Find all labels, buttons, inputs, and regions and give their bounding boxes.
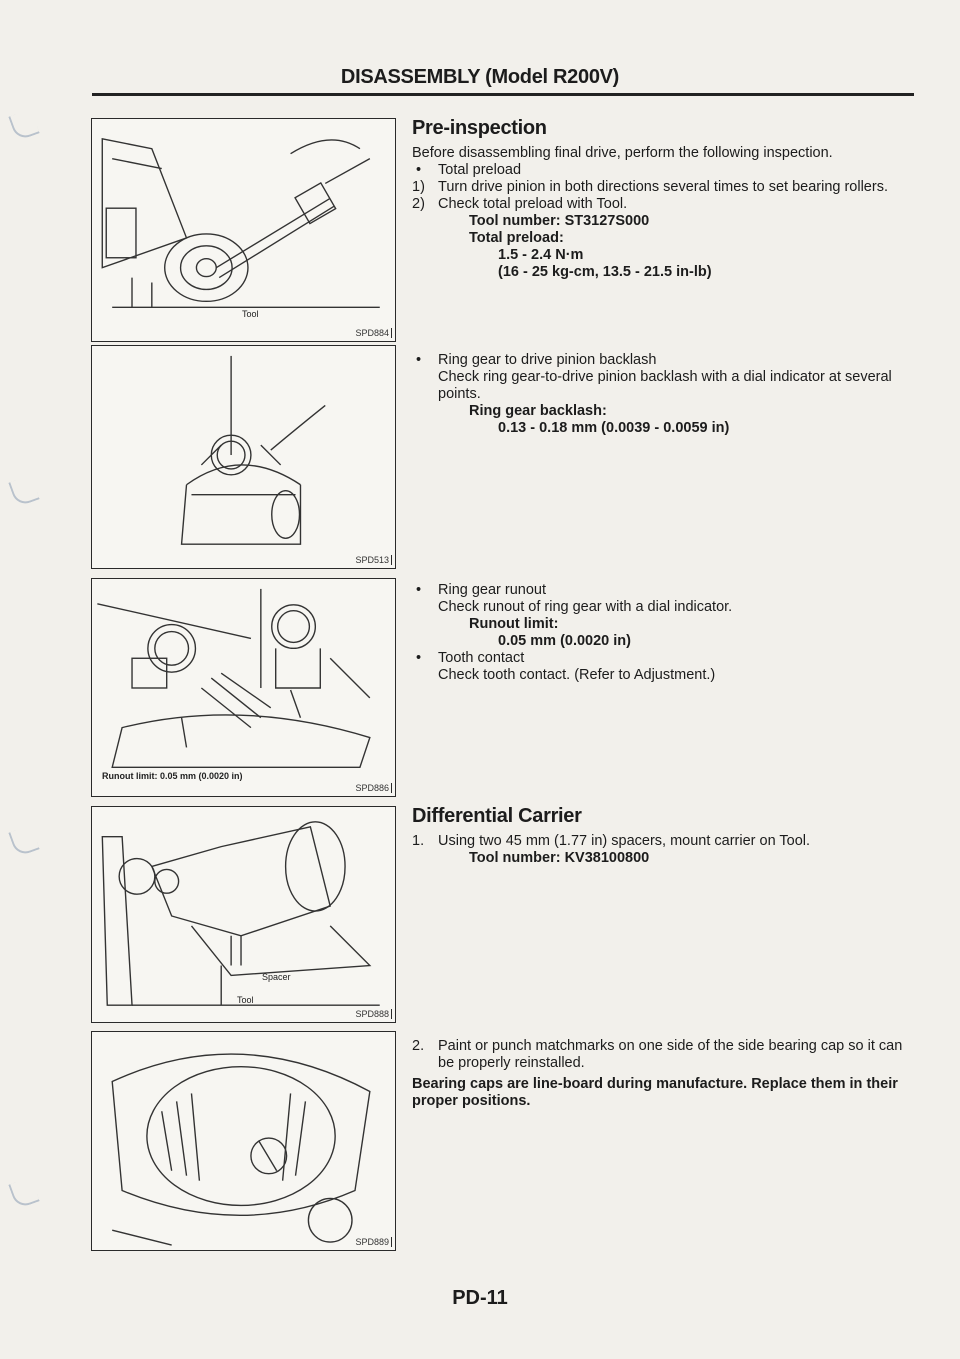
- runout-dial-illustration: [92, 579, 395, 796]
- binder-hole: [8, 109, 39, 142]
- step-text: Turn drive pinion in both directions several times to set bearing rollers.: [438, 179, 888, 195]
- bullet-tooth-contact: Tooth contact: [438, 650, 525, 666]
- list-item: [412, 833, 912, 850]
- figure-bearing-cap: [91, 1031, 396, 1251]
- bullet-icon: •: [416, 162, 422, 178]
- bullet-icon: •: [416, 650, 422, 666]
- spec-label: Runout limit:: [469, 616, 559, 632]
- callout-spacer: Spacer: [262, 972, 291, 982]
- spec-value: 0.13 - 0.18 mm (0.0039 - 0.0059 in): [498, 420, 730, 436]
- list-item: [412, 650, 912, 667]
- binder-hole: [8, 475, 39, 508]
- heading-pre-inspection: Pre-inspection: [412, 117, 547, 139]
- tooth-contact-text: Check tooth contact. (Refer to Adjustment.): [438, 667, 716, 683]
- callout-tool: Tool: [242, 309, 259, 319]
- list-item: [412, 352, 912, 369]
- bearing-cap-illustration: [92, 1032, 395, 1250]
- spec-value: 0.05 mm (0.0020 in): [498, 633, 631, 649]
- figure-runout-dial: [91, 578, 396, 797]
- figure-code: SPD889: [355, 1237, 392, 1247]
- list-item: [412, 1038, 912, 1072]
- differential-carrier-section: [412, 805, 912, 867]
- intro-text: Before disassembling final drive, perform the following inspection.: [412, 145, 833, 161]
- title-rule: [92, 93, 914, 96]
- figure-carrier-mount: [91, 806, 396, 1023]
- binder-hole: [8, 1177, 39, 1210]
- warning-text: Bearing caps are line-board during manufacture. Replace them in their proper positions.: [412, 1076, 898, 1109]
- step-text: Paint or punch matchmarks on one side of the side bearing cap so it can be properly reinstalled.: [438, 1038, 903, 1071]
- step-text: Check total preload with Tool.: [438, 196, 628, 212]
- binder-hole: [8, 825, 39, 858]
- spec-label: Ring gear backlash:: [469, 403, 607, 419]
- matchmarks-section: [412, 1038, 912, 1110]
- step-number: 2.: [412, 1038, 425, 1054]
- backlash-dial-illustration: [92, 346, 395, 568]
- bullet-backlash: Ring gear to drive pinion backlash: [438, 352, 657, 368]
- backlash-section: [412, 352, 912, 437]
- bullet-icon: •: [416, 582, 422, 598]
- page-title: DISASSEMBLY (Model R200V): [340, 66, 620, 88]
- figure-code: SPD888: [355, 1009, 392, 1019]
- list-item: [412, 196, 912, 213]
- list-item: [412, 179, 912, 196]
- backlash-text: Check ring gear-to-drive pinion backlash with a dial indicator at several points.: [438, 369, 892, 402]
- bullet-runout: Ring gear runout: [438, 582, 547, 598]
- runout-text: Check runout of ring gear with a dial indicator.: [438, 599, 733, 615]
- carrier-mount-illustration: [92, 807, 395, 1022]
- pre-inspection-section: [412, 117, 912, 281]
- bullet-icon: •: [416, 352, 422, 368]
- tool-number: Tool number: ST3127S000: [469, 213, 650, 229]
- spec-value: (16 - 25 kg-cm, 13.5 - 21.5 in-lb): [498, 264, 712, 280]
- figure-code: SPD886: [355, 783, 392, 793]
- figure-code: SPD884: [355, 328, 392, 338]
- figure-code: SPD513: [355, 555, 392, 565]
- tool-number: Tool number: KV38100800: [469, 850, 650, 866]
- page-number: PD-11: [452, 1287, 508, 1309]
- spec-label: Total preload:: [469, 230, 564, 246]
- step-number: 2): [412, 196, 425, 212]
- step-text: Using two 45 mm (1.77 in) spacers, mount carrier on Tool.: [438, 833, 811, 849]
- spec-value: 1.5 - 2.4 N·m: [498, 247, 584, 263]
- preload-tool-illustration: [92, 119, 395, 341]
- heading-differential-carrier: Differential Carrier: [412, 805, 582, 827]
- step-number: 1.: [412, 833, 425, 849]
- callout-runout-limit: Runout limit: 0.05 mm (0.0020 in): [102, 771, 243, 781]
- runout-section: [412, 582, 912, 684]
- figure-preload-tool: [91, 118, 396, 342]
- list-item: [412, 162, 912, 179]
- bullet-total-preload: Total preload: [438, 162, 522, 178]
- step-number: 1): [412, 179, 425, 195]
- figure-backlash-dial: [91, 345, 396, 569]
- callout-tool: Tool: [237, 995, 254, 1005]
- list-item: [412, 582, 912, 599]
